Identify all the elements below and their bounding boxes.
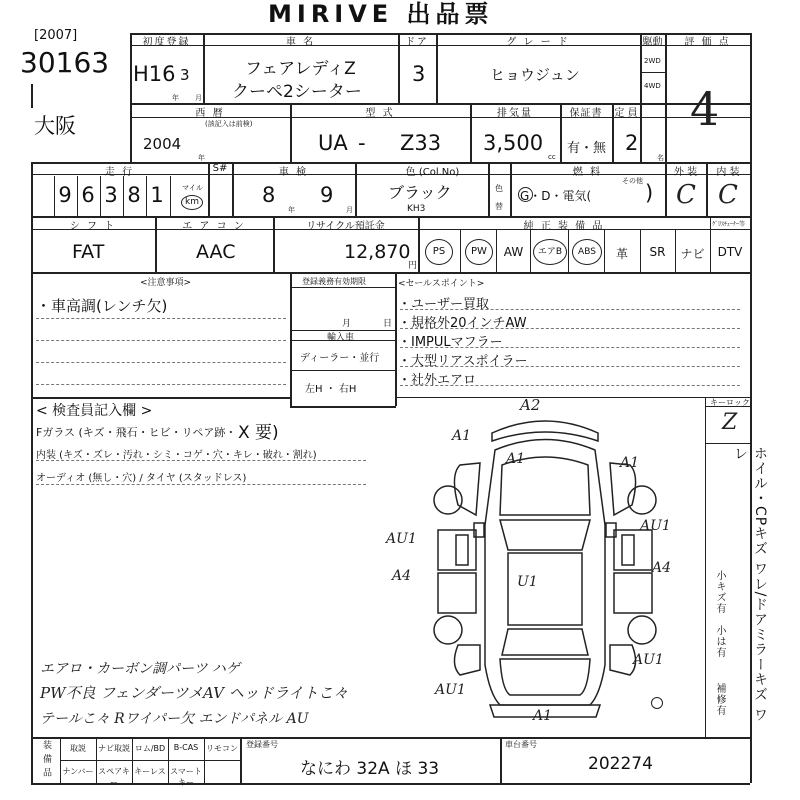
sales-point: ・規格外20インチAW — [398, 316, 527, 331]
header-model-year: 西 暦 — [195, 108, 225, 119]
sales-point: ・社外エアロ — [398, 373, 477, 388]
sales-header: <セールスポイント> — [398, 279, 485, 289]
reg-month: 月 — [342, 319, 352, 329]
label-cc: cc — [548, 153, 556, 161]
fuel-other: その他 — [622, 177, 643, 185]
reg-expiry-header: 登録義務有効期限 — [302, 277, 366, 286]
location: 大阪 — [34, 114, 76, 138]
label-mei: 名 — [657, 154, 664, 162]
door-count: 3 — [412, 62, 426, 86]
type-dash: - — [358, 131, 366, 155]
steering: 左H ・ 右H — [305, 384, 357, 395]
mileage-km: km — [181, 195, 203, 210]
inspector-header: < 検査員記入欄 > — [36, 403, 153, 419]
opt-navi-manual: ナビ取説 — [98, 744, 130, 753]
key-lock-value: Z — [722, 410, 738, 435]
fuel-close: ) — [645, 181, 654, 205]
plate-number: なにわ 32A ほ 33 — [300, 759, 440, 779]
label-tsuki: 月 — [195, 94, 202, 102]
dealer-parallel: ディーラー・並行 — [300, 353, 380, 364]
color-code: KH3 — [407, 204, 426, 214]
equip-ps: PS — [425, 239, 453, 265]
displacement: 3,500 — [483, 131, 544, 155]
header-car-name: 車 名 — [285, 37, 316, 48]
mark-top: A2 — [520, 396, 541, 414]
interior-line: 内装 (キズ・ズレ・汚れ・シミ・コゲ・穴・キレ・破れ・割れ) — [36, 450, 317, 461]
exterior-grade: C — [676, 180, 696, 210]
glass-mark: X 要) — [238, 423, 279, 443]
first-reg-era: H16 — [133, 62, 176, 86]
header-color: 色 (Col.No) — [405, 167, 460, 178]
equip-dtv: DTV — [717, 245, 743, 259]
equip-navi: ナビ — [680, 247, 705, 261]
equip-airbag: エアB — [533, 239, 567, 265]
label-nen-2: 年 — [198, 154, 205, 162]
lot-number: 30163 — [20, 46, 110, 79]
warranty: 有・無 — [567, 141, 607, 156]
right-panel-sub3: 補修有 — [714, 683, 725, 716]
mark-roof: U1 — [517, 574, 538, 590]
equip-abs: ABS — [572, 239, 602, 265]
sales-point: ・IMPULマフラー — [398, 335, 503, 350]
mark-right-door: AU1 — [640, 518, 671, 534]
repaint-label-1: 色 — [495, 184, 503, 193]
header-capacity: 定 員 — [614, 108, 638, 119]
mileage-mile: マイル — [182, 184, 203, 192]
label-nen: 年 — [172, 94, 179, 102]
inspection-month: 9 — [320, 183, 334, 207]
equip-aw: AW — [503, 245, 524, 259]
label-inspect-nen: 年 — [288, 206, 295, 214]
header-warranty: 保証書 — [569, 108, 603, 119]
grade-value: ヒョウジュン — [490, 66, 580, 84]
equip-sr: SR — [649, 245, 666, 259]
plate-header: 登録番号 — [246, 740, 278, 749]
header-shift: シ フ ト — [69, 221, 117, 232]
mileage-digit: 6 — [81, 183, 95, 207]
label-inspect-tsuki: 月 — [346, 206, 353, 214]
car-name-line1: フェアレディZ — [245, 59, 356, 79]
mark-bottom: A1 — [533, 708, 553, 724]
header-drive: 駆動 — [642, 37, 663, 48]
header-score: 評 価 点 — [684, 37, 731, 48]
drive-4wd: 4WD — [644, 82, 661, 90]
ac-value: AAC — [196, 241, 236, 263]
right-panel-sub2: 小は有 — [714, 625, 725, 658]
drive-2wd: 2WD — [644, 57, 661, 65]
opt-manual: 取説 — [70, 744, 86, 753]
model-year: 2004 — [143, 135, 182, 153]
opt-keyless: キーレス — [134, 767, 166, 776]
inspector-note-3: テールこ々 Rワイパー欠 エンドパネル AU — [40, 711, 309, 727]
first-reg-month: 3 — [180, 66, 190, 84]
header-displacement: 排気量 — [497, 108, 533, 119]
type-code: Z33 — [400, 131, 442, 155]
import-header: 輸入車 — [327, 333, 355, 343]
opt-bcas: B-CAS — [173, 743, 199, 752]
score-handwritten: 4 — [690, 82, 720, 136]
equip-pw: PW — [465, 239, 493, 265]
chassis-number: 202274 — [588, 754, 653, 774]
header-mileage: 走 行 — [104, 167, 135, 178]
right-panel-sub1: 小キズ有 — [714, 570, 725, 614]
key-lock-header: キーロック — [710, 398, 750, 407]
header-sharp: S# — [212, 163, 228, 174]
caution-text: ・車高調(レンチ欠) — [36, 297, 168, 315]
mark-front-right-lower: A1 — [620, 455, 640, 471]
chassis-header: 車台番号 — [505, 740, 537, 749]
equip-leather: 革 — [615, 247, 628, 261]
repaint-label-2: 替 — [495, 202, 503, 211]
header-equipment: 純 正 装 備 品 — [523, 221, 605, 232]
header-model-year-sub: (該記入は前検) — [205, 120, 253, 128]
opt-remote: リモコン — [206, 744, 238, 753]
mileage-digit: 8 — [127, 183, 141, 207]
header-door: ドア — [405, 37, 429, 48]
color-name: ブラック — [388, 183, 452, 202]
caution-header: <注意事項> — [140, 278, 192, 288]
shift-value: FAT — [72, 241, 105, 263]
capacity: 2 — [625, 131, 639, 155]
right-panel-main: ホイル・CPキズ ワレ/ドアミラーキズ ワレ — [732, 446, 768, 723]
mark-left-rear: A4 — [392, 568, 412, 584]
footer-category: 装 備 品 — [41, 740, 51, 778]
mark-right-rear: A4 — [652, 560, 672, 576]
mark-left-quarter: AU1 — [435, 682, 466, 698]
header-fuel: 燃 料 — [572, 167, 603, 178]
header-interior: 内 装 — [716, 167, 740, 178]
audio-line: オーディオ (無し・穴) / タイヤ (スタッドレス) — [36, 473, 247, 484]
mark-left-door: AU1 — [386, 531, 417, 547]
sales-point: ・大型リアスポイラー — [398, 354, 528, 369]
inspection-year: 8 — [262, 183, 276, 207]
header-inspection: 車 検 — [278, 167, 309, 178]
header-first-reg: 初度登録 — [142, 37, 191, 48]
recycle-fee: 12,870 — [344, 241, 411, 263]
mileage-digit: 3 — [104, 183, 118, 207]
mark-front-right-upper: A1 — [506, 451, 526, 467]
reg-day: 日 — [383, 319, 393, 329]
sales-point: ・ユーザー買取 — [398, 297, 490, 312]
type-prefix: UA — [318, 131, 348, 155]
recycle-unit: 円 — [408, 261, 418, 271]
header-grade: グ レ ー ド — [506, 37, 570, 48]
mark-right-quarter: AU1 — [633, 652, 664, 668]
interior-grade: C — [718, 180, 738, 210]
mark-front-left: A1 — [452, 428, 472, 444]
glass-line: Fガラス (キズ・飛石・ヒビ・リペア跡・ — [36, 426, 237, 439]
mileage-digit: 9 — [58, 183, 72, 207]
opt-rom: ロム/BD — [134, 744, 166, 753]
opt-smart-key: スマートキー — [170, 767, 202, 787]
inspector-note-1: エアロ・カーボン調パーツ ハゲ — [40, 661, 240, 677]
header-exterior: 外 装 — [673, 167, 698, 178]
fuel: G・D・電気( — [520, 189, 592, 203]
mileage-digit: 1 — [150, 183, 164, 207]
opt-spare-key: スペアキー — [98, 767, 130, 787]
header-recycle: リサイクル預託金 — [306, 221, 385, 232]
car-name-line2: クーペ2シーター — [232, 82, 362, 102]
header-ac: エ ア コ ン — [182, 221, 246, 232]
sheet-title: MIRIVE 出品票 — [268, 0, 494, 28]
header-type: 型 式 — [365, 108, 395, 119]
inspector-note-2: PW不良 フェンダーツメAV ヘッドライトこ々 — [40, 684, 349, 702]
header-cooler: ｸﾞﾘｽﾁｭｰﾅｰ等 — [712, 221, 746, 228]
year-tag: [2007] — [34, 28, 78, 43]
opt-plate: ナンバー — [62, 767, 94, 776]
